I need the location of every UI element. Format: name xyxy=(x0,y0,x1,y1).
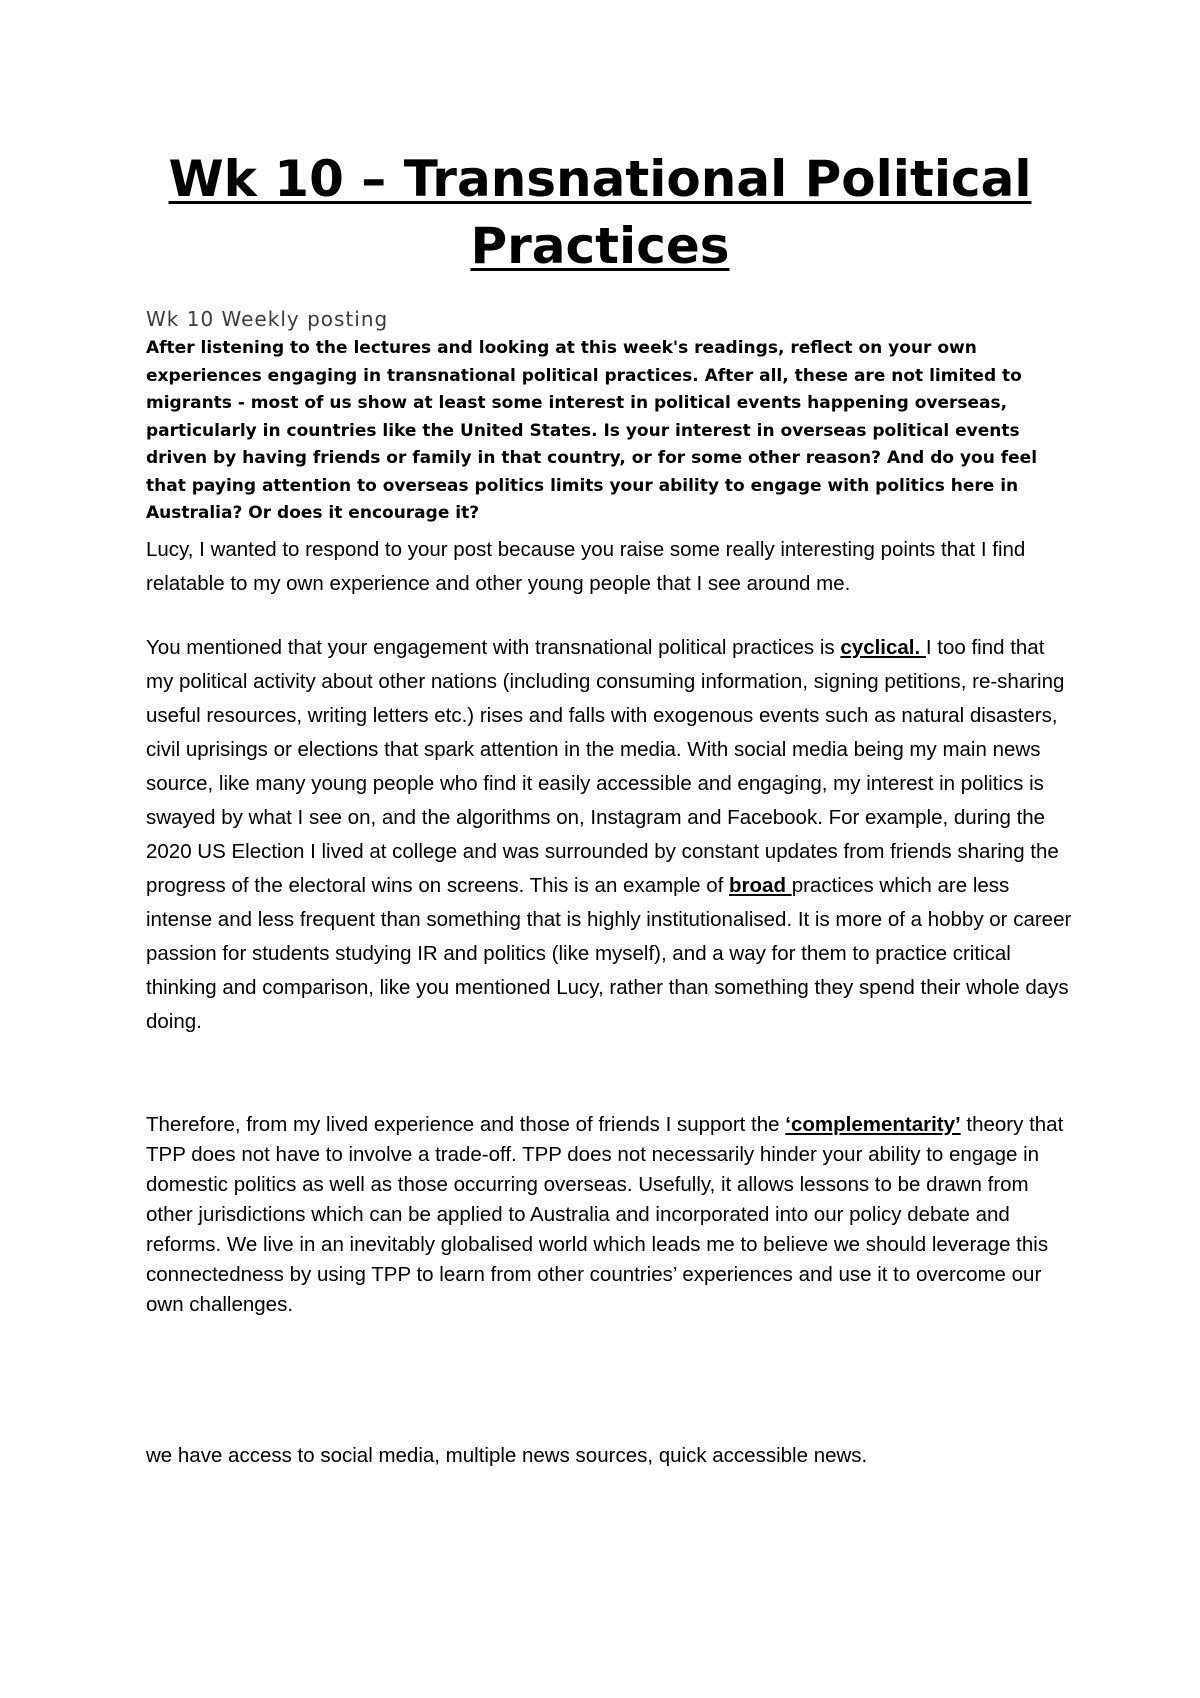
term-cyclical: cyclical. xyxy=(840,636,926,659)
document-title: Wk 10 – Transnational Political Practices xyxy=(168,150,1032,275)
term-complementarity: ‘complementarity’ xyxy=(785,1113,961,1136)
paragraph-closing-note: we have access to social media, multiple news sources, quick accessible news. xyxy=(146,1444,868,1467)
discussion-prompt: After listening to the lectures and looking at this week's readings, reflect on your own experiences engaging in transnational political practices. After all, these are not limited to migrants - most of us show at least some interest in political events happening overseas, particularly in countries like the United States. Is your interest in overseas political events driven by having friends or family in that country, or for some other reason? And do you feel that paying attention to overseas politics limits your ability to engage with politics here in Australia? Or does it encourage it? xyxy=(146,338,1038,523)
paragraph-text: theory that TPP does not have to involve a trade-off. TPP does not necessarily hinder your ability to engage in domestic politics as well as those occurring overseas. Usefully, it allows lessons to be drawn from other jurisdictions which can be applied to Australia and incorporated into our policy debate and reforms. We live in an inevitably globalised world which leads me to believe we should leverage this connectedness by using TPP to learn from other countries’ experiences and use it to overcome our own challenges. xyxy=(146,1113,1064,1316)
paragraph-text: Therefore, from my lived experience and those of friends I support the xyxy=(146,1113,786,1136)
term-broad: broad xyxy=(729,874,792,897)
weekly-posting-heading: Wk 10 Weekly posting xyxy=(146,307,389,331)
paragraph-text: You mentioned that your engagement with transnational political practices is xyxy=(146,636,841,659)
paragraph-cyclical xyxy=(146,631,1076,1039)
paragraph-text: practices which are less intense and less frequent than something that is highly institutionalised. It is more of a hobby or career passion for students studying IR and politics (like myself), and a way for them to practice critical thinking and comparison, like you mentioned Lucy, rather than something they spend their whole days doing. xyxy=(146,874,1072,1033)
paragraph-complementarity xyxy=(146,1110,1076,1320)
paragraph-text: I too find that my political activity about other nations (including consuming information, signing petitions, re-sharing useful resources, writing letters etc.) rises and falls with exogenous events such as natural disasters, civil uprisings or elections that spark attention in the media. With social media being my main news source, like many young people who find it easily accessible and engaging, my interest in politics is swayed by what I see on, and the algorithms on, Instagram and Facebook. For example, during the 2020 US Election I lived at college and was surrounded by constant updates from friends sharing the progress of the electoral wins on screens. This is an example of xyxy=(146,636,1065,897)
paragraph-intro: Lucy, I wanted to respond to your post because you raise some really interesting points that I find relatable to my own experience and other young people that I see around me. xyxy=(146,538,1026,595)
